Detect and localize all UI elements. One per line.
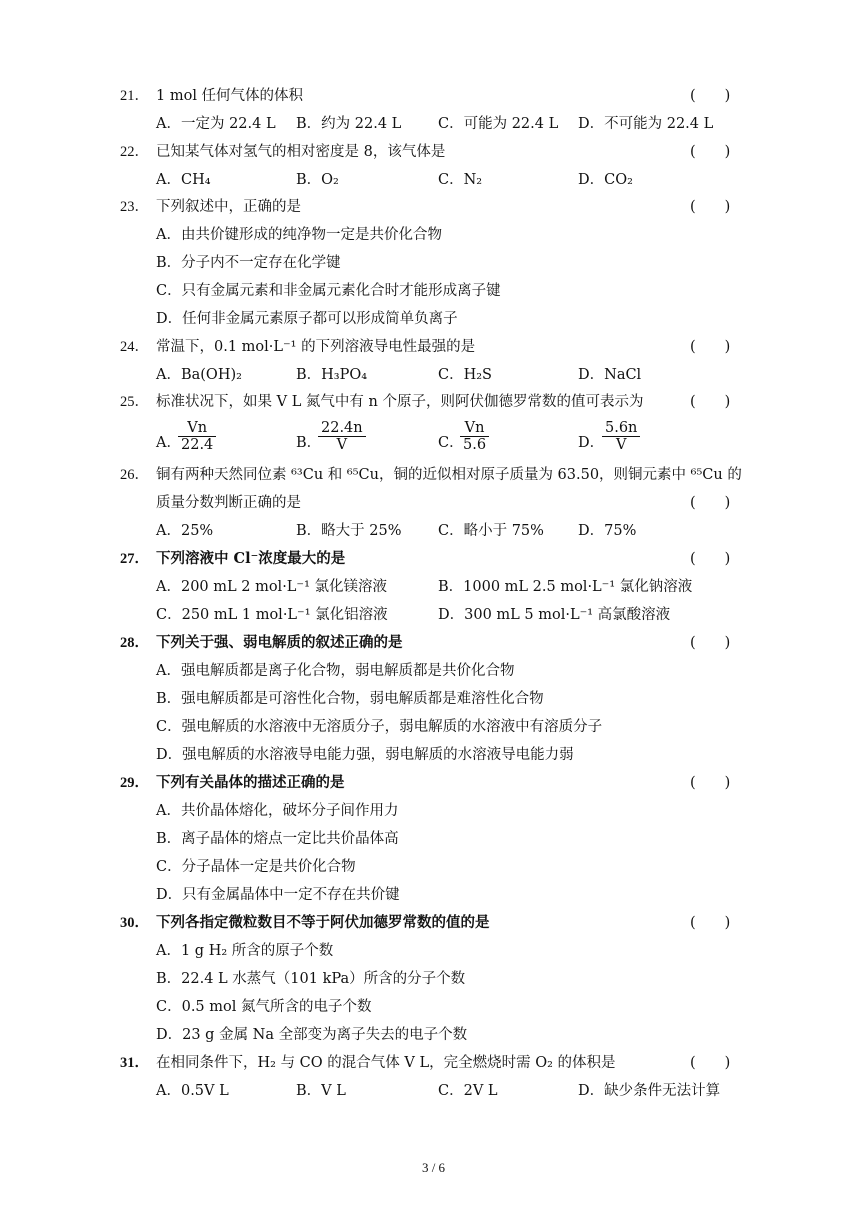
option-c: C．N₂ [438,172,483,188]
numerator: Vn [460,420,489,437]
option-b: B．V L [296,1083,346,1099]
numerator: 5.6n [602,420,640,437]
answer-blank: ( ) [690,635,731,651]
question-number: 22． [120,144,149,160]
question-stem: 标准状况下，如果 V L 氮气中有 n 个原子，则阿伏伽德罗常数的值可表示为 [156,394,644,410]
question-23 [0,197,867,217]
question-24 [0,337,867,357]
option-d: D．缺少条件无法计算 [578,1083,721,1099]
denominator: V [615,437,627,453]
question-stem: 已知某气体对氢气的相对密度是 8，该气体是 [156,144,446,160]
option-d: D．75% [578,523,637,539]
denominator: 5.6 [463,437,487,453]
question-stem: 铜有两种天然同位素 ⁶³Cu 和 ⁶⁵Cu，铜的近似相对原子质量为 63.50，则铜元素中 ⁶⁵Cu 的 [156,467,742,483]
question-22 [0,142,867,162]
answer-blank: ( ) [690,394,731,410]
option-a-line [0,941,867,961]
option-b: B．H₃PO₄ [296,367,368,383]
option-b: B．离子晶体的熔点一定比共价晶体高 [156,831,399,847]
question-number: 21． [120,88,149,104]
question-stem-continued: 质量分数判断正确的是 [156,495,301,511]
question-26 [0,465,867,485]
question-number: 24． [120,339,149,355]
option-d-line [0,1025,867,1045]
option-b-letter: B． [296,435,322,451]
answer-blank: ( ) [690,144,731,160]
option-d: D．任何非金属元素原子都可以形成简单负离子 [156,311,458,327]
option-b-fraction [318,420,366,453]
option-a: A．200 mL 2 mol·L⁻¹ 氯化镁溶液 [156,579,388,595]
option-b: B．约为 22.4 L [296,116,402,132]
question-number: 28． [120,635,149,651]
option-c-fraction [460,420,489,453]
option-c-line [0,717,867,737]
answer-blank: ( ) [690,88,731,104]
answer-blank: ( ) [690,199,731,215]
option-b-line [0,969,867,989]
question-number: 26． [120,467,149,483]
option-a: A．强电解质都是离子化合物，弱电解质都是共价化合物 [156,663,515,679]
denominator: V [336,437,348,453]
options-22 [0,170,867,190]
options-27-ab [0,577,867,597]
question-number: 30． [120,915,149,931]
question-stem: 下列叙述中，正确的是 [156,199,301,215]
option-c: C．分子晶体一定是共价化合物 [156,859,356,875]
question-stem: 下列溶液中 Cl⁻浓度最大的是 [156,550,346,567]
option-d-line [0,885,867,905]
option-b: B．22.4 L 水蒸气（101 kPa）所含的分子个数 [156,971,466,987]
option-d: D．CO₂ [578,172,633,188]
answer-blank: ( ) [690,915,731,931]
question-number: 23． [120,199,149,215]
option-b-line [0,689,867,709]
question-stem: 在相同条件下，H₂ 与 CO 的混合气体 V L，完全燃烧时需 O₂ 的体积是 [156,1055,616,1071]
question-number: 25． [120,394,149,410]
answer-blank: ( ) [690,339,731,355]
option-b: B．分子内不一定存在化学键 [156,255,341,271]
option-a: A．25% [156,523,214,539]
question-31 [0,1053,867,1073]
answer-blank: ( ) [690,1055,731,1071]
question-number: 27． [120,551,149,567]
answer-blank: ( ) [690,495,731,511]
option-d: D．只有金属晶体中一定不存在共价键 [156,887,400,903]
question-21 [0,86,867,106]
option-b: B．1000 mL 2.5 mol·L⁻¹ 氯化钠溶液 [438,579,693,595]
question-26-cont [0,493,867,513]
option-d-fraction [602,420,640,453]
option-c: C．250 mL 1 mol·L⁻¹ 氯化铝溶液 [156,607,388,623]
option-a-letter: A． [156,435,181,451]
options-26 [0,521,867,541]
option-a: A．1 g H₂ 所含的原子个数 [156,943,334,959]
option-c: C．可能为 22.4 L [438,116,559,132]
option-a: A．0.5V L [156,1083,229,1099]
option-a: A．由共价键形成的纯净物一定是共价化合物 [156,227,442,243]
question-30 [0,913,867,933]
option-d: D．不可能为 22.4 L [578,116,714,132]
option-a: A．CH₄ [156,172,211,188]
option-c: C．只有金属元素和非金属元素化合时才能形成离子键 [156,283,501,299]
option-a: A．一定为 22.4 L [156,116,276,132]
option-b-line [0,253,867,273]
question-25 [0,392,867,412]
numerator: Vn [178,420,216,437]
question-stem: 常温下，0.1 mol·L⁻¹ 的下列溶液导电性最强的是 [156,339,476,355]
question-number: 31． [120,1055,149,1071]
option-d: D．强电解质的水溶液导电能力强，弱电解质的水溶液导电能力弱 [156,747,574,763]
option-a: A．共价晶体熔化，破坏分子间作用力 [156,803,399,819]
option-d: D．NaCl [578,367,642,383]
option-c: C．0.5 mol 氮气所含的电子个数 [156,999,372,1015]
answer-blank: ( ) [690,775,731,791]
question-stem: 下列关于强、弱电解质的叙述正确的是 [156,634,403,651]
option-d-letter: D． [578,435,605,451]
option-a-line [0,225,867,245]
option-c-line [0,281,867,301]
option-a-fraction [178,420,216,453]
denominator: 22.4 [181,437,214,453]
question-27 [0,549,867,569]
option-c-line [0,857,867,877]
option-b: B．略大于 25% [296,523,402,539]
option-a-line [0,661,867,681]
options-31 [0,1081,867,1101]
question-stem: 下列有关晶体的描述正确的是 [156,774,345,791]
option-b: B．强电解质都是可溶性化合物，弱电解质都是难溶性化合物 [156,691,544,707]
question-stem: 1 mol 任何气体的体积 [156,88,304,104]
page-number: 3 / 6 [421,1160,446,1175]
option-d: D．23 g 金属 Na 全部变为离子失去的电子个数 [156,1027,468,1043]
question-stem: 下列各指定微粒数目不等于阿伏加德罗常数的值的是 [156,914,490,931]
option-d-line [0,745,867,765]
option-a: A．Ba(OH)₂ [156,367,242,383]
option-a-line [0,801,867,821]
option-b-line [0,829,867,849]
option-c-line [0,997,867,1017]
options-24 [0,365,867,385]
options-27-cd [0,605,867,625]
question-28 [0,633,867,653]
option-c-letter: C． [438,435,464,451]
question-29 [0,773,867,793]
option-d-line [0,309,867,329]
options-21 [0,114,867,134]
option-c: C．2V L [438,1083,498,1099]
option-c: C．H₂S [438,367,492,383]
option-d: D．300 mL 5 mol·L⁻¹ 高氯酸溶液 [438,607,671,623]
option-c: C．略小于 75% [438,523,544,539]
option-b: B．O₂ [296,172,339,188]
numerator: 22.4n [318,420,366,437]
answer-blank: ( ) [690,551,731,567]
option-c: C．强电解质的水溶液中无溶质分子，弱电解质的水溶液中有溶质分子 [156,719,603,735]
question-number: 29． [120,775,149,791]
